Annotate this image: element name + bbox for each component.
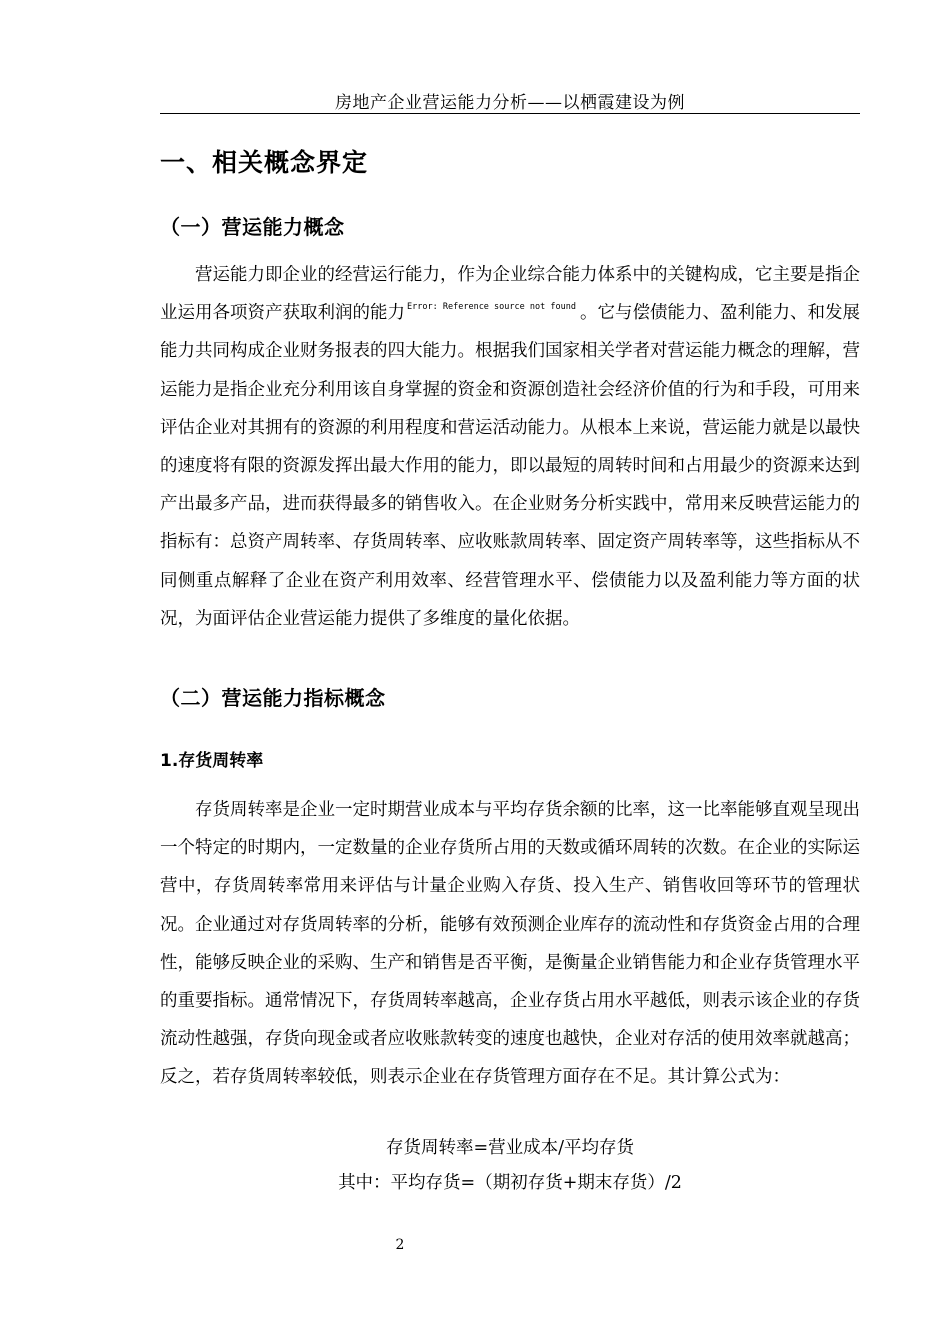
subsection-title-2: （二）营运能力指标概念	[160, 686, 386, 710]
paragraph-inventory-turnover: 存货周转率是企业一定时期营业成本与平均存货余额的比率，这一比率能够直观呈现出一个特定的时期内，一定数量的企业存货所占用的天数或循环周转的次数。在企业的实际运营中，存货周转率常用来评估与计量企业购入存货、投入生产、销售收回等环节的管理状况。企业通过对存货周转率的分析，能够有效预测企业库存的流动性和存货资金占用的合理性，能够反映企业的采购、生产和销售是否平衡，是衡量企业销售能力和企业存货管理水平的重要指标。通常情况下，存货周转率越高，企业存货占用水平越低，则表示该企业的存货流动性越强，存货向现金或者应收账款转变的速度也越快，企业对存活的使用效率就越高；反之，若存货周转率较低，则表示企业在存货管理方面存在不足。其计算公式为：	[160, 800, 860, 1088]
header-rule	[160, 113, 860, 114]
section-title: 一、相关概念界定	[160, 148, 369, 177]
item-title-inventory-turnover: 1.存货周转率	[160, 751, 264, 771]
paragraph-text-after-citation: 。它与偿债能力、盈利能力、和发展能力共同构成企业财务报表的四大能力。根据我们国家相关学者对营运能力概念的理解，营运能力是指企业充分利用该自身掌握的资金和资源创造社会经济价值的行为和手段，可用来评估企业对其拥有的资源的利用程度和营运活动能力。从根本上来说，营运能力就是以最快的速度将有限的资源发挥出最大作用的能力，即以最短的周转时间和占用最少的资源来达到产出最多产品，进而获得最多的销售收入。在企业财务分析实践中，常用来反映营运能力的指标有：总资产周转率、存货周转率、应收账款周转率、固定资产周转率等，这些指标从不同侧重点解释了企业在资产利用效率、经营管理水平、偿债能力以及盈利能力等方面的状况，为面评估企业营运能力提供了多维度的量化依据。	[160, 303, 860, 629]
paragraph-text-before-citation: 营运能力即企业的经营运行能力，作为企业综合能力体系中的关键构成，它主要是指企业运用各项资产获取利润的能力	[160, 265, 860, 324]
formula-inventory-turnover: 存货周转率=营业成本/平均存货	[385, 1138, 635, 1158]
subsection-title-1: （一）营运能力概念	[160, 215, 345, 239]
page-number: 2	[395, 1237, 405, 1253]
running-header: 房地产企业营运能力分析——以栖霞建设为例	[335, 93, 685, 113]
citation-error-marker: Error: Reference source not found	[407, 302, 576, 313]
paragraph-operating-capacity	[160, 256, 860, 638]
formula-average-inventory: 其中：平均存货=（期初存货+期末存货）/2	[338, 1173, 682, 1193]
